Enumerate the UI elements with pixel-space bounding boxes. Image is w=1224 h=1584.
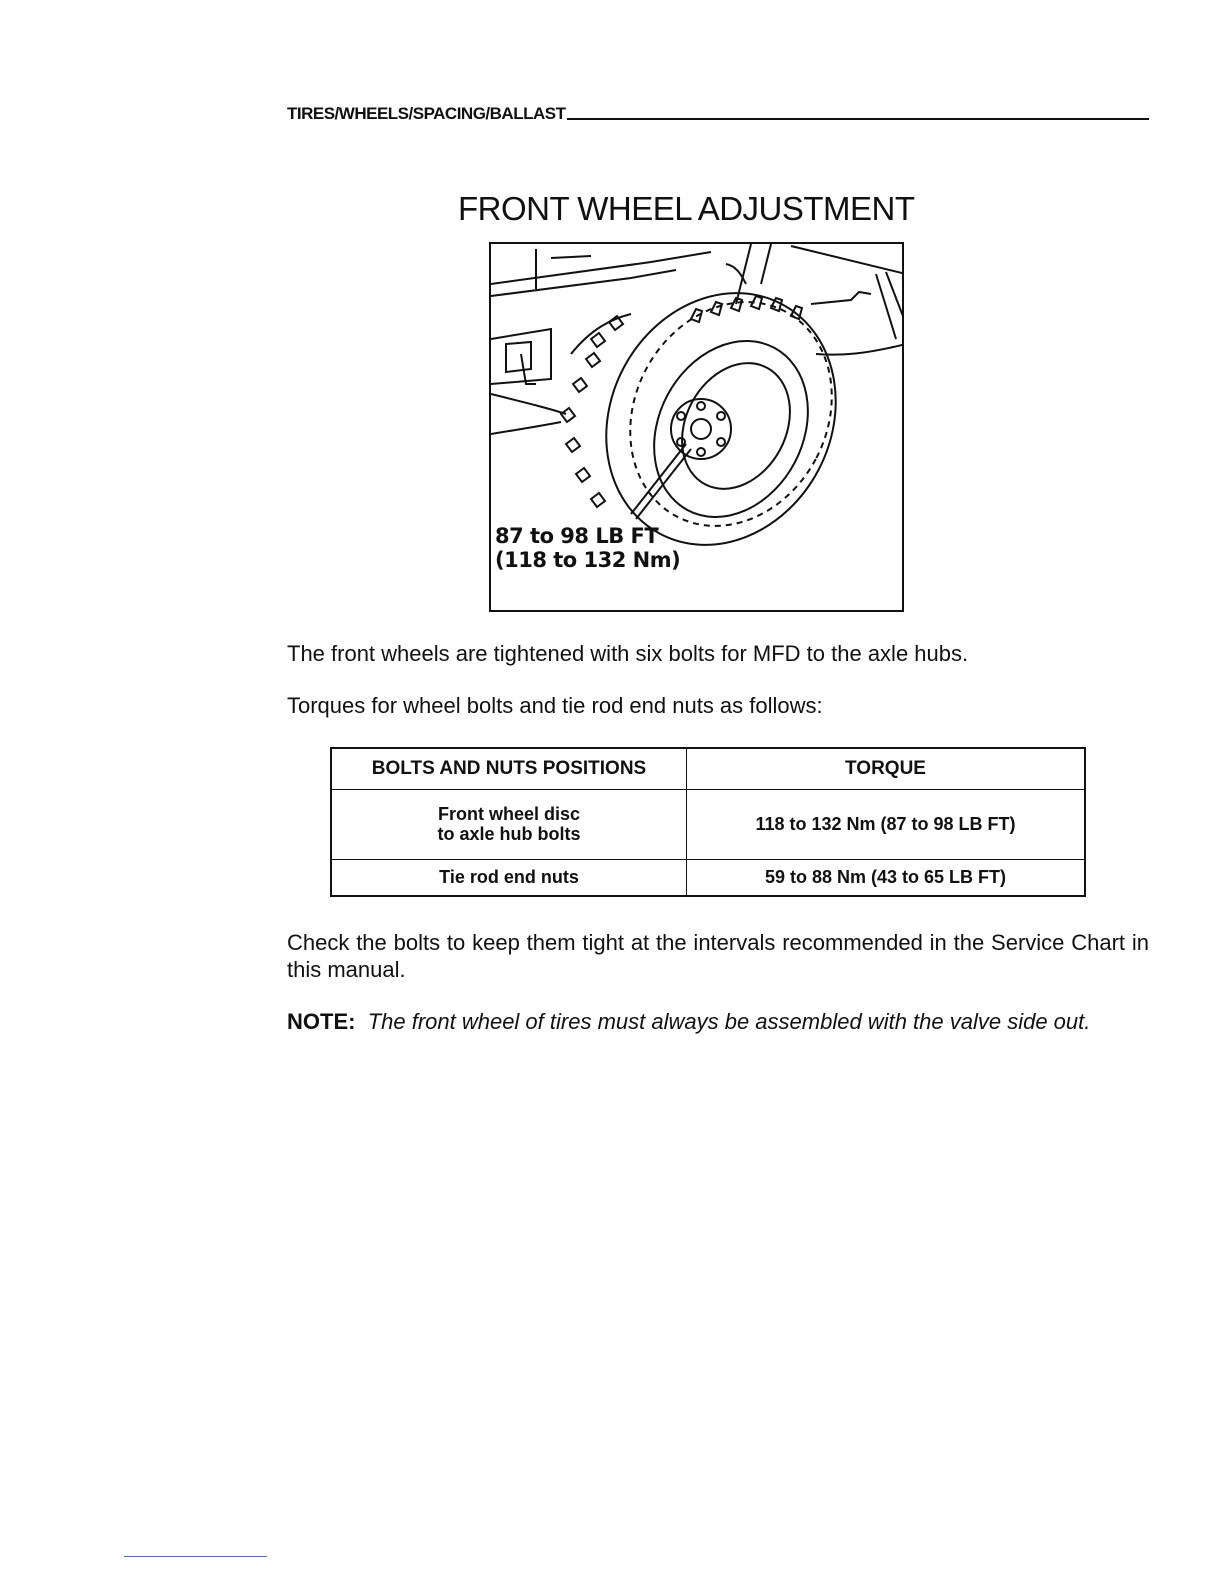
header-torque: TORQUE	[687, 748, 1086, 790]
position-line2: to axle hub bolts	[437, 824, 581, 845]
page-title: FRONT WHEEL ADJUSTMENT	[458, 190, 915, 227]
figure-label-line2: (118 to 132 Nm)	[495, 548, 681, 572]
note-label: NOTE:	[287, 1009, 356, 1034]
header-rule	[567, 118, 1149, 120]
note-paragraph	[287, 1008, 1149, 1035]
torque-table	[330, 747, 1086, 897]
table-row	[331, 859, 1085, 896]
intro-paragraph: The front wheels are tightened with six bolts for MFD to the axle hubs.	[287, 641, 969, 666]
footer-rule	[124, 1556, 267, 1557]
wheel-illustration	[489, 242, 904, 612]
table-row	[331, 790, 1085, 860]
note-text: The front wheel of tires must always be assembled with the valve side out.	[367, 1009, 1091, 1034]
figure-label-line1: 87 to 98 LB FT	[495, 524, 659, 548]
page-header	[287, 104, 1149, 124]
torque-cell: 59 to 88 Nm (43 to 65 LB FT)	[687, 859, 1086, 896]
position-cell: Tie rod end nuts	[331, 859, 687, 896]
position-cell	[331, 790, 687, 860]
header-positions: BOLTS AND NUTS POSITIONS	[331, 748, 687, 790]
figure-torque-label	[495, 524, 680, 572]
table-header-row	[331, 748, 1085, 790]
torques-intro: Torques for wheel bolts and tie rod end nuts as follows:	[287, 693, 823, 718]
check-paragraph: Check the bolts to keep them tight at the intervals recommended in the Service Chart in this manual.	[287, 930, 1149, 982]
torque-cell: 118 to 132 Nm (87 to 98 LB FT)	[687, 790, 1086, 860]
position-line1: Front wheel disc	[437, 804, 581, 825]
section-title: TIRES/WHEELS/SPACING/BALLAST	[287, 104, 566, 123]
